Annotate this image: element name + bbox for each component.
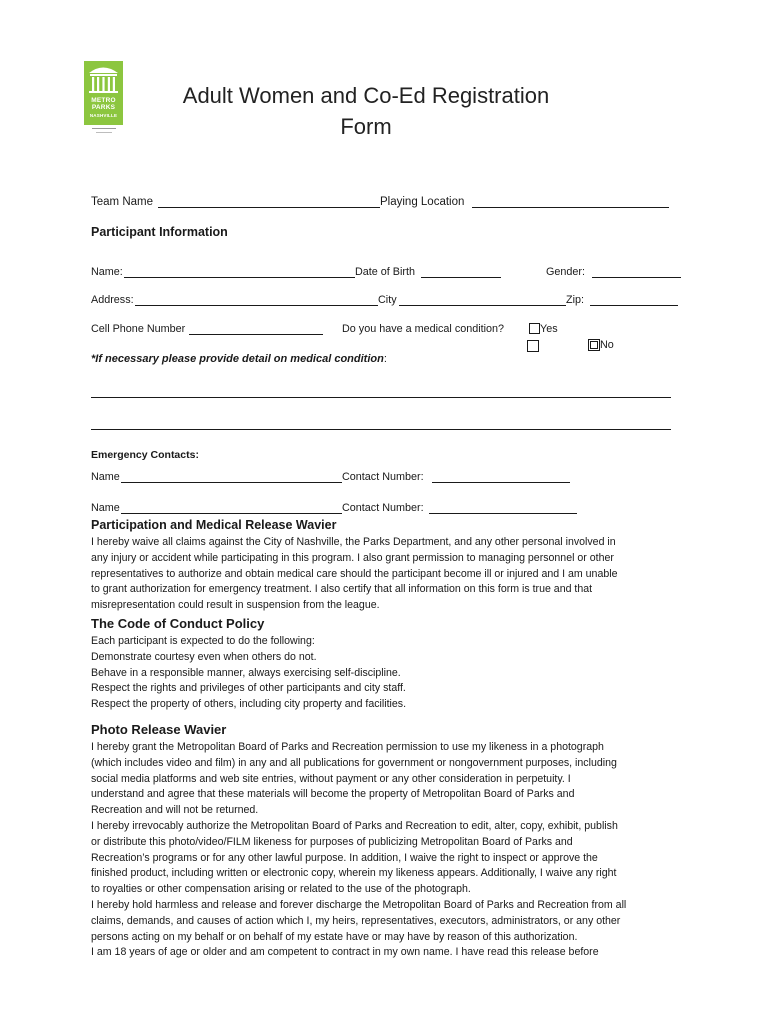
photo-line: social media platforms and web site entries, without payment or any other consideration in perpetuity. I bbox=[91, 772, 571, 785]
pavilion-icon bbox=[87, 64, 120, 94]
logo-text-parks: PARKS bbox=[91, 104, 116, 111]
photo-line: to royalties or other compensation arising or related to the use of the photograph. bbox=[91, 883, 471, 896]
conduct-line: Respect the property of others, including city property and facilities. bbox=[91, 698, 407, 711]
photo-line: I am 18 years of age or older and am competent to contract in my own name. I have read this release before bbox=[91, 946, 599, 959]
photo-line: Recreation and will not be returned. bbox=[91, 804, 259, 817]
team-name-field[interactable] bbox=[158, 207, 380, 208]
photo-line: Recreation’s programs or for any other lawful purpose. In addition, I waive the right to inspect or approve the bbox=[91, 851, 598, 864]
address-field[interactable] bbox=[135, 305, 378, 306]
zip-label: Zip: bbox=[566, 294, 584, 306]
emergency-name-field-1[interactable] bbox=[121, 482, 342, 483]
emergency-contacts-heading: Emergency Contacts: bbox=[91, 449, 199, 461]
emergency-contact-field-1[interactable] bbox=[432, 482, 570, 483]
playing-location-field[interactable] bbox=[472, 207, 669, 208]
participant-info-heading: Participant Information bbox=[91, 225, 228, 239]
conduct-heading: The Code of Conduct Policy bbox=[91, 616, 265, 631]
conduct-line: Respect the rights and privileges of other participants and city staff. bbox=[91, 682, 406, 695]
dob-label: Date of Birth bbox=[355, 266, 416, 278]
medical-detail-line-1[interactable] bbox=[91, 397, 671, 398]
waiver-body bbox=[91, 535, 617, 614]
medical-detail-note: *If necessary please provide detail on medical condition: bbox=[91, 353, 387, 365]
photo-release-body bbox=[91, 740, 626, 961]
photo-release-heading: Photo Release Wavier bbox=[91, 722, 227, 737]
emergency-name-field-2[interactable] bbox=[121, 513, 342, 514]
name-field[interactable] bbox=[124, 277, 355, 278]
logo-text-nashville: NASHVILLE bbox=[89, 113, 118, 118]
city-label: City bbox=[378, 294, 397, 306]
photo-line: (which includes video and film) in any and all publications for government or nongovernment purposes, including bbox=[91, 756, 617, 769]
emergency-contact-label-2: Contact Number: bbox=[342, 502, 424, 514]
page-title: Adult Women and Co-Ed Registration bbox=[182, 83, 550, 108]
conduct-line: Behave in a responsible manner, always exercising self-discipline. bbox=[91, 666, 401, 679]
conduct-line: Each participant is expected to do the following: bbox=[91, 635, 315, 647]
name-label: Name: bbox=[91, 266, 123, 278]
medical-no-label: No bbox=[600, 339, 614, 351]
emergency-contact-label-1: Contact Number: bbox=[342, 471, 424, 483]
emergency-name-label-1: Name bbox=[91, 471, 120, 483]
photo-line: I hereby irrevocably authorize the Metropolitan Board of Parks and Recreation to edit, alter, copy, exhibit, publish bbox=[91, 819, 618, 832]
gender-label: Gender: bbox=[546, 266, 586, 278]
address-label: Address: bbox=[91, 294, 134, 306]
photo-line: claims, demands, and causes of action which I, my heirs, representatives, executors, administrators, or any other bbox=[91, 914, 621, 927]
logo-tagline-mark bbox=[92, 128, 116, 129]
waiver-heading: Participation and Medical Release Wavier bbox=[91, 518, 337, 532]
conduct-line: Demonstrate courtesy even when others do not. bbox=[91, 650, 317, 663]
team-name-label: Team Name bbox=[91, 196, 153, 208]
city-field[interactable] bbox=[399, 305, 566, 306]
waiver-line: any injury or accident while participating in this program. I also grant permission to managing personnel or other bbox=[91, 551, 614, 564]
logo-text-metro: METRO bbox=[91, 97, 116, 104]
page-title-line2: Form bbox=[340, 114, 392, 139]
waiver-line: representatives to authorize and obtain medical care should the participant become ill or injured and I am unable bbox=[91, 567, 618, 580]
medical-yes-label: Yes bbox=[540, 323, 558, 335]
gender-field[interactable] bbox=[592, 277, 681, 278]
zip-field[interactable] bbox=[590, 305, 678, 306]
emergency-name-label-2: Name bbox=[91, 502, 120, 514]
medical-detail-line-2[interactable] bbox=[91, 429, 671, 430]
playing-location-label: Playing Location bbox=[380, 196, 465, 208]
conduct-body bbox=[91, 634, 406, 713]
checkbox-inner-icon bbox=[590, 341, 598, 349]
photo-line: I hereby grant the Metropolitan Board of Parks and Recreation permission to use my likeness in a photograph bbox=[91, 741, 604, 753]
photo-line: finished product, including written or electronic copy, wherein my likeness appears. Additionally, I waive any right bbox=[91, 867, 617, 880]
metro-parks-logo bbox=[84, 61, 123, 125]
photo-line: understand and agree that these materials will become the property of Metropolitan Board of Parks and bbox=[91, 788, 575, 801]
medical-yes-checkbox[interactable] bbox=[529, 323, 540, 334]
cell-phone-field[interactable] bbox=[189, 334, 323, 335]
emergency-contact-field-2[interactable] bbox=[429, 513, 577, 514]
waiver-line: I hereby waive all claims against the City of Nashville, the Parks Department, and any other personal involved in bbox=[91, 536, 616, 548]
cell-phone-label: Cell Phone Number bbox=[91, 323, 186, 335]
dob-field[interactable] bbox=[421, 277, 501, 278]
medical-question-label: Do you have a medical condition? bbox=[342, 323, 505, 335]
waiver-line: misrepresentation could result in suspension from the league. bbox=[91, 599, 380, 612]
photo-line: or distribute this photo/video/FILM likeness for purposes of publicizing Metropolitan Board of Parks and bbox=[91, 835, 573, 848]
checkbox-icon[interactable] bbox=[527, 340, 539, 352]
logo-tagline-mark-2 bbox=[96, 132, 112, 133]
photo-line: persons acting on my behalf or on behalf of my estate have or may have by reason of this authorization. bbox=[91, 930, 578, 943]
waiver-line: to grant authorization for emergency treatment. I also certify that all information on this form is true and that bbox=[91, 583, 593, 596]
photo-line: I hereby hold harmless and release and forever discharge the Metropolitan Board of Parks and Recreation from all bbox=[91, 898, 627, 911]
